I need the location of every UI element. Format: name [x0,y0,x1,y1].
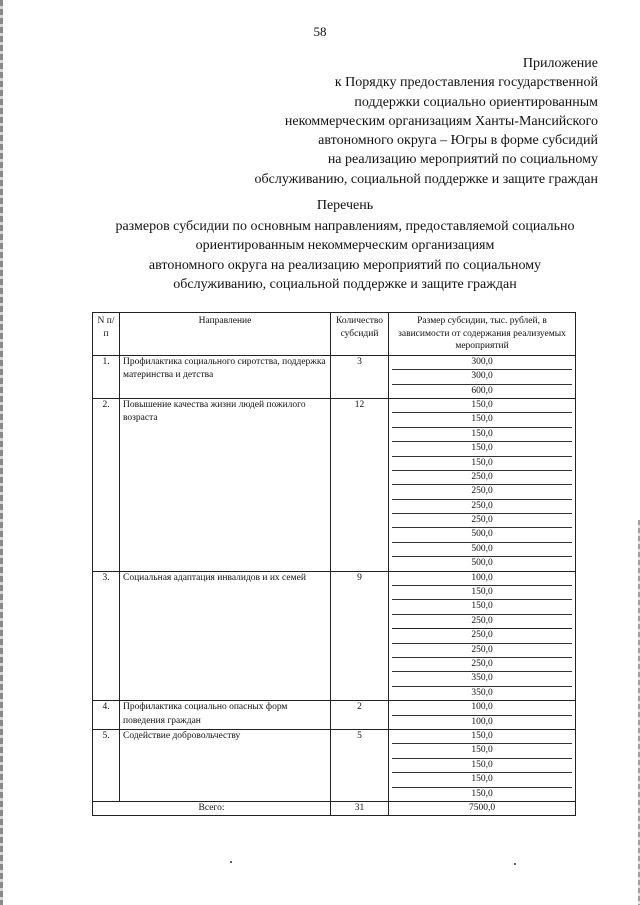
amount-group [392,572,572,630]
header-size: Размер субсидии, тыс. рублей, в зависимости от содержания реализуемых мероприятий [389,313,576,356]
amount-value: 150,0 [392,399,572,413]
subsidies-table [92,312,576,816]
amount-value: 150,0 [392,600,572,614]
amount-value: 500,0 [392,528,572,542]
total-row [93,801,576,815]
amount-value: 600,0 [471,385,493,396]
title-line: обслуживанию, социальной поддержке и защите граждан [173,276,517,292]
amount-value: 250,0 [392,500,572,514]
row-number: 2. [93,398,120,571]
row-direction: Профилактика социально опасных форм поведения граждан [120,701,331,730]
row-count: 5 [331,729,389,801]
row-count: 12 [331,398,389,571]
amount-value: 150,0 [392,773,572,787]
amount-value: 500,0 [392,543,572,557]
amount-value: 250,0 [392,644,572,658]
amount-value: 150,0 [392,586,572,600]
amount-group [392,356,572,398]
table-header-row [93,313,576,356]
total-count: 31 [331,801,389,815]
header-count: Количество субсидий [331,313,389,356]
amount-value: 150,0 [392,730,572,744]
document-title [70,196,620,294]
appendix-header [220,54,598,189]
amount-value: 250,0 [392,485,572,499]
amount-group [392,730,572,801]
row-direction: Повышение качества жизни людей пожилого возраста [120,398,331,571]
amount-value: 250,0 [392,471,572,485]
row-amounts [389,701,576,730]
row-number: 4. [93,701,120,730]
scan-edge-left [0,0,3,905]
amount-value: 250,0 [471,615,493,626]
row-amounts [389,729,576,801]
amount-value: 250,0 [392,658,572,672]
appendix-line: поддержки социально ориентированным [354,94,598,110]
row-count: 3 [331,355,389,398]
row-count: 9 [331,571,389,701]
amount-value: 100,0 [471,716,493,727]
row-direction: Профилактика социального сиротства, поддержка материнства и детства [120,355,331,398]
title-line: ориентированным некоммерческим организациям [195,238,495,254]
amount-group [392,629,572,700]
amount-value: 150,0 [392,428,572,442]
amount-value: 150,0 [392,442,572,456]
appendix-line: на реализацию мероприятий по социальному [327,152,598,168]
row-direction: Социальная адаптация инвалидов и их семей [120,571,331,701]
title-heading: Перечень [316,198,374,213]
appendix-line: Приложение [522,56,598,71]
row-amounts [389,571,576,701]
table-row [93,355,576,398]
row-amounts [389,398,576,571]
header-direction: Направление [120,313,331,356]
row-number: 3. [93,571,120,701]
row-count: 2 [331,701,389,730]
row-direction: Содействие добровольчеству [120,729,331,801]
amount-value: 100,0 [392,572,572,586]
amount-value: 300,0 [392,370,572,384]
appendix-line: автономного округа – Югры в форме субсидий [318,133,598,149]
amount-value: 100,0 [392,701,572,715]
amount-group [392,399,572,571]
amount-value: 150,0 [392,413,572,427]
amount-value: 250,0 [392,629,572,643]
header-num: N п/п [93,313,120,356]
total-amount: 7500,0 [389,801,576,815]
table-row [93,729,576,801]
row-amounts [389,355,576,398]
scan-speck [230,861,232,863]
amount-value: 350,0 [392,672,572,686]
amount-value: 150,0 [392,457,572,471]
appendix-line: к Порядку предоставления государственной [334,75,598,91]
table-row [93,701,576,730]
appendix-line: некоммерческим организациям Ханты-Мансийского [284,113,598,129]
amount-value: 350,0 [471,687,493,698]
amount-value: 250,0 [392,514,572,528]
title-line: размеров субсидии по основным направлениям, предоставляемой социально [115,219,575,235]
amount-value: 500,0 [471,558,493,569]
appendix-line: обслуживанию, социальной поддержке и защите граждан [254,171,598,187]
amount-value: 150,0 [392,744,572,758]
table-body [93,355,576,816]
amount-value: 300,0 [392,356,572,370]
table-row [93,571,576,701]
amount-value: 150,0 [392,759,572,773]
amount-group [392,701,572,729]
row-number: 1. [93,355,120,398]
total-label: Всего: [93,801,331,815]
page-number: 58 [313,24,327,39]
row-number: 5. [93,729,120,801]
amount-value: 150,0 [471,788,493,799]
table-row [93,398,576,571]
scan-speck [514,863,516,865]
title-line: автономного округа на реализацию мероприятий по социальному [148,257,542,273]
